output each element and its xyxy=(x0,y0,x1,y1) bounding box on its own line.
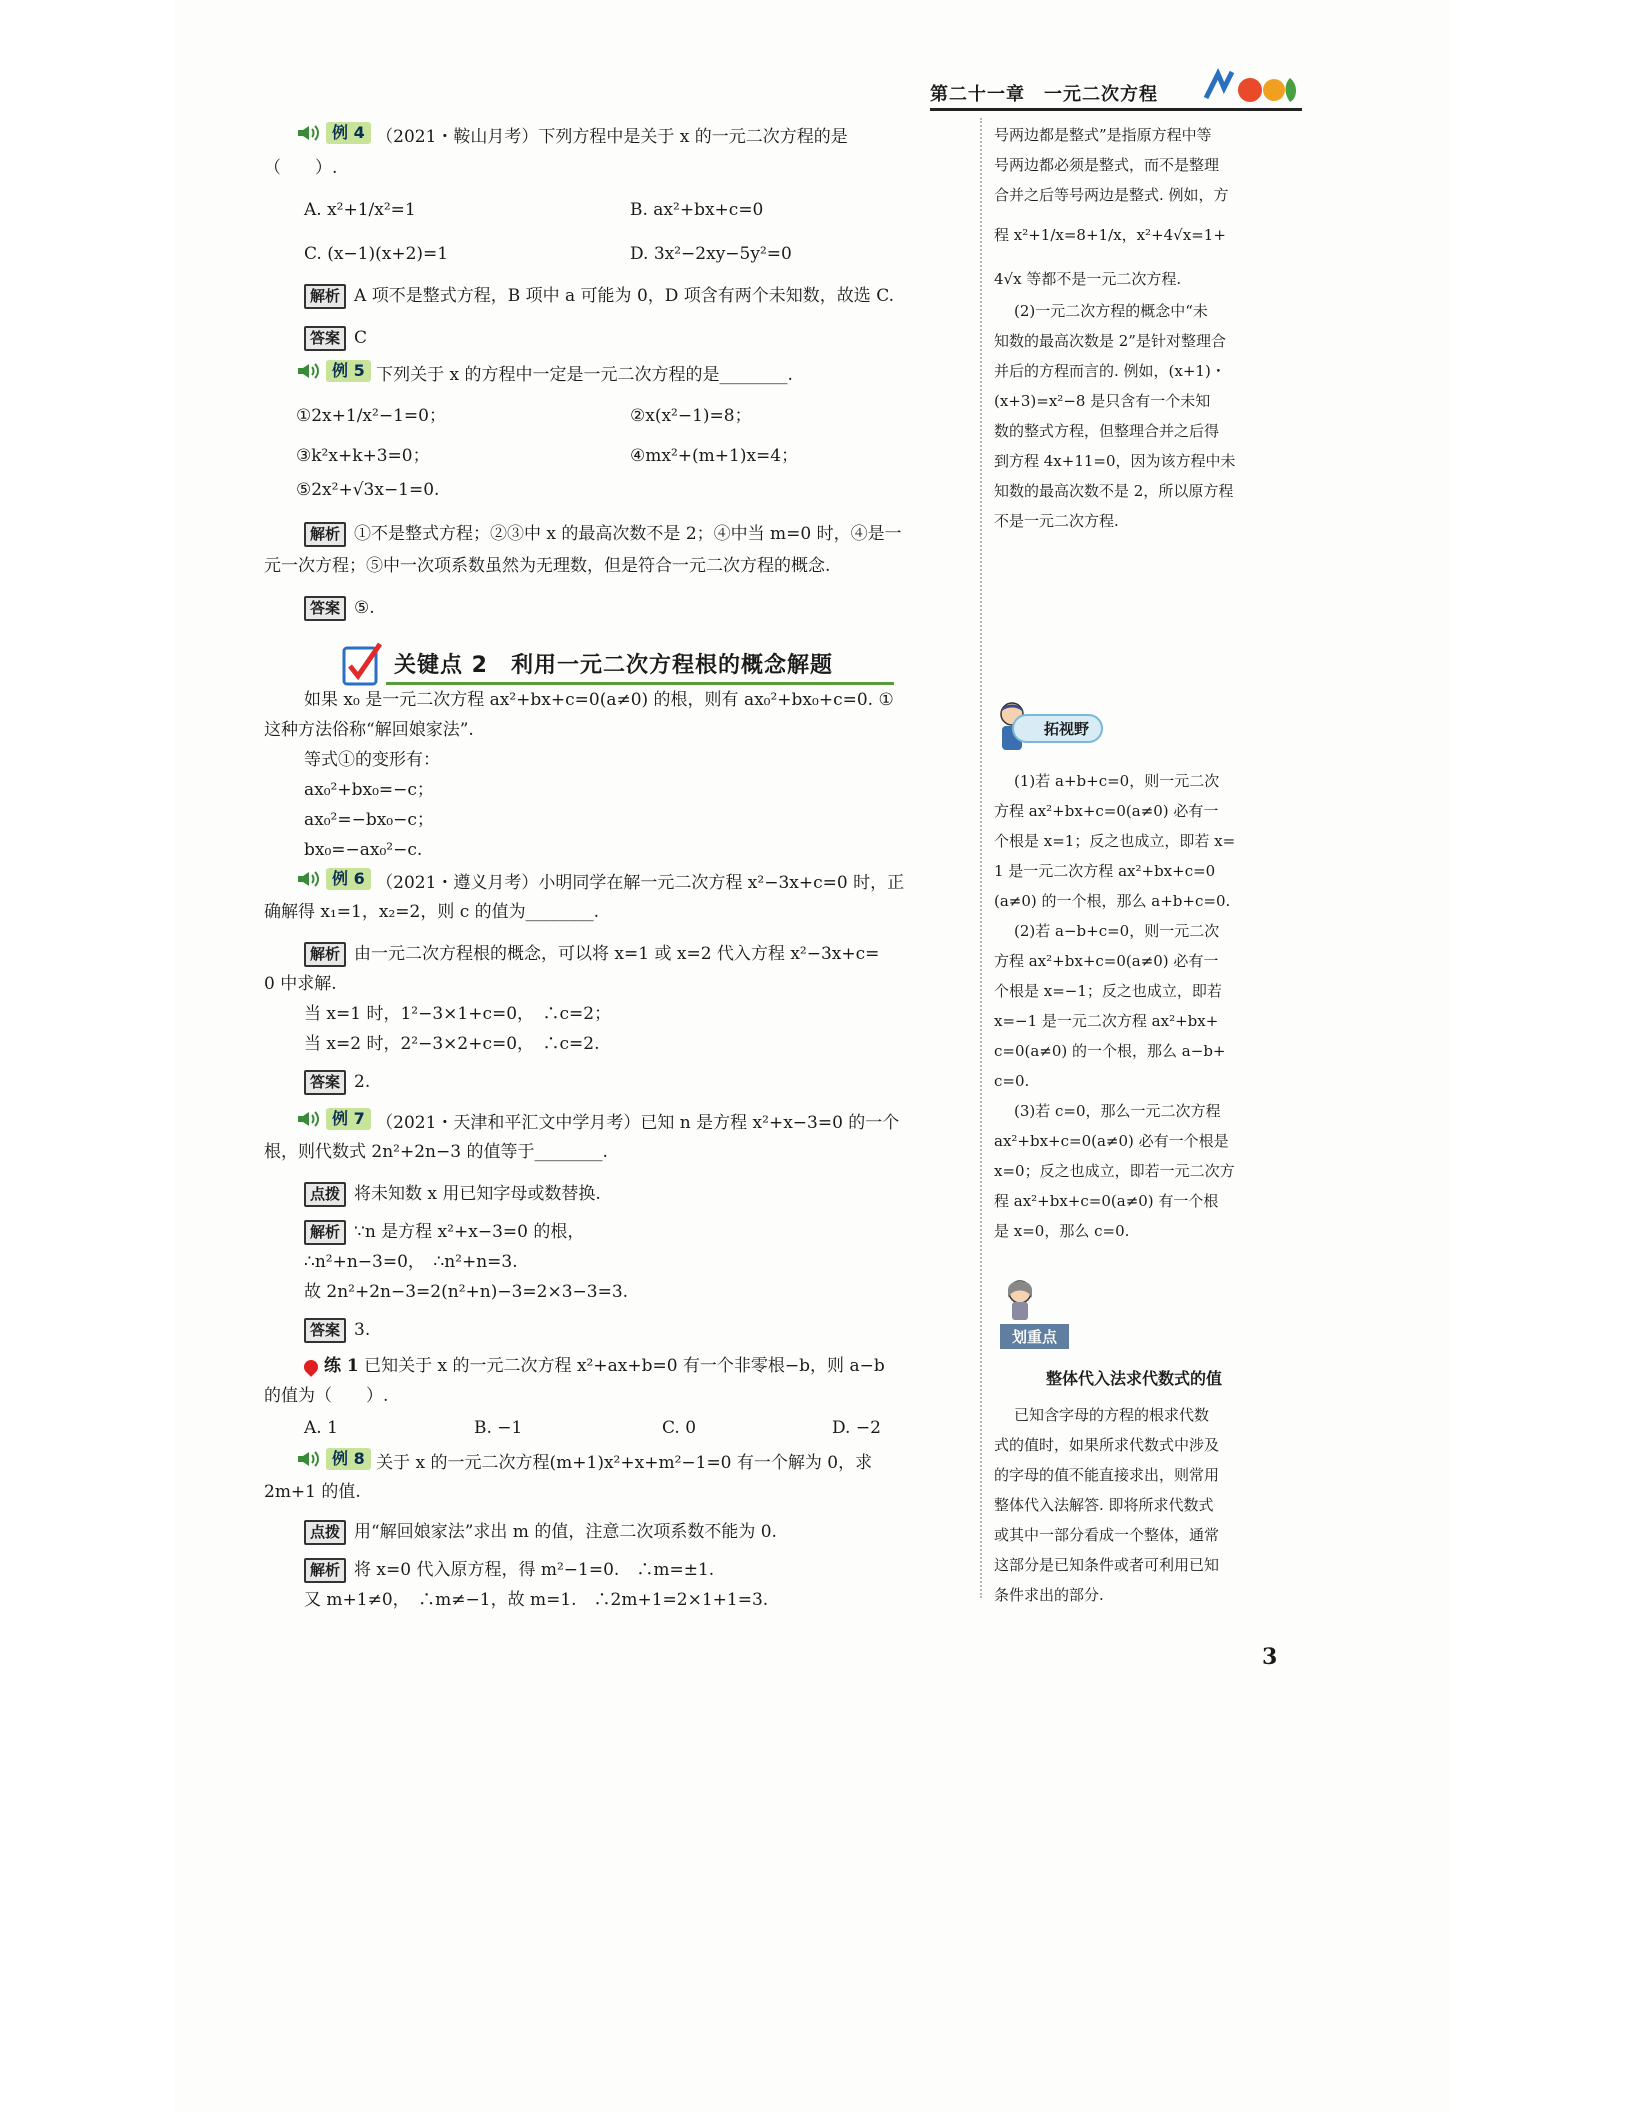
example-7-stem: （2021・天津和平汇文中学月考）已知 n 是方程 x²+x−3=0 的一个 xyxy=(376,1113,900,1133)
variant-1: ax₀²+bx₀=−c； xyxy=(304,780,434,800)
example-4-stem: （2021・鞍山月考）下列方程中是关于 x 的一元二次方程的是 xyxy=(376,127,848,147)
key-point-title: 关键点 2 利用一元二次方程根的概念解题 xyxy=(394,653,833,678)
eq-5: ⑤2x²+√3x−1=0. xyxy=(296,480,440,500)
answer-row xyxy=(304,1316,370,1345)
side-line: (a≠0) 的一个根，那么 a+b+c=0. xyxy=(994,892,1231,910)
side-line: 或其中一部分看成一个整体，通常 xyxy=(994,1526,1220,1544)
side-line: 号两边都必须是整式，而不是整理 xyxy=(994,156,1220,174)
answer-row xyxy=(304,324,367,353)
checkmark-icon xyxy=(340,640,386,688)
side-subtitle: 整体代入法求代数式的值 xyxy=(1046,1369,1223,1388)
side-line: 方程 ax²+bx+c=0(a≠0) 必有一 xyxy=(994,802,1219,820)
chapter-title: 第二十一章 一元二次方程 xyxy=(930,84,1158,105)
side-line: 知数的最高次数是 2”是针对整理合 xyxy=(994,332,1226,350)
side-line: 整体代入法解答. 即将所求代数式 xyxy=(994,1496,1214,1514)
side-line: 是 x=0，那么 c=0. xyxy=(994,1222,1130,1240)
page-header xyxy=(930,74,1302,108)
variant-intro: 等式①的变形有： xyxy=(304,750,440,770)
side-line: c=0. xyxy=(994,1072,1030,1090)
answer-text: ⑤. xyxy=(354,598,375,618)
answer-badge: 答案 xyxy=(304,1070,346,1095)
option-c: C. (x−1)(x+2)=1 xyxy=(304,244,449,264)
side-line: 的字母的值不能直接求出，则常用 xyxy=(994,1466,1220,1484)
side-line: 知数的最高次数不是 2，所以原方程 xyxy=(994,482,1234,500)
section-tag-expand: 拓视野 xyxy=(1012,714,1103,743)
side-line: 方程 ax²+bx+c=0(a≠0) 必有一 xyxy=(994,952,1219,970)
option-d: D. 3x²−2xy−5y²=0 xyxy=(630,244,792,264)
eq-2: ②x(x²−1)=8； xyxy=(630,406,752,426)
side-line: 1 是一元二次方程 ax²+bx+c=0 xyxy=(994,862,1216,880)
option-b: B. ax²+bx+c=0 xyxy=(630,200,764,220)
example-6-stem-cont: 确解得 x₁=1，x₂=2，则 c 的值为________. xyxy=(264,902,600,922)
practice-1-header xyxy=(304,1352,885,1381)
hint-badge: 点拨 xyxy=(304,1182,346,1207)
variant-2: ax₀²=−bx₀−c； xyxy=(304,810,434,830)
side-line: 并后的方程而言的. 例如，(x+1)・ xyxy=(994,362,1226,380)
side-line: 数的整式方程，但整理合并之后得 xyxy=(994,422,1220,440)
practice-option-c: C. 0 xyxy=(662,1418,697,1438)
speaker-icon xyxy=(296,1110,322,1128)
analysis-text-cont: 0 中求解. xyxy=(264,974,337,994)
answer-badge: 答案 xyxy=(304,596,346,621)
analysis-badge: 解析 xyxy=(304,942,346,967)
analysis-badge: 解析 xyxy=(304,1220,346,1245)
answer-badge: 答案 xyxy=(304,326,346,351)
side-line: (1)若 a+b+c=0，则一元二次 xyxy=(1014,772,1220,790)
concept-intro-cont: 这种方法俗称“解回娘家法”. xyxy=(264,720,474,740)
answer-text: 3. xyxy=(354,1320,371,1340)
side-line: c=0(a≠0) 的一个根，那么 a−b+ xyxy=(994,1042,1226,1060)
answer-row xyxy=(304,1068,370,1097)
example-tag: 例 4 xyxy=(326,122,371,144)
key-point-banner xyxy=(336,640,894,688)
step-1: ∴n²+n−3=0， ∴n²+n=3. xyxy=(304,1252,518,1272)
practice-option-a: A. 1 xyxy=(304,1418,338,1438)
example-4-header xyxy=(296,122,848,152)
speaker-icon xyxy=(296,362,322,380)
side-line: ax²+bx+c=0(a≠0) 必有一个根是 xyxy=(994,1132,1229,1150)
example-tag: 例 7 xyxy=(326,1108,371,1130)
practice-1-stem-cont: 的值为（ ）. xyxy=(264,1386,389,1406)
analysis-row xyxy=(304,1218,584,1247)
page-number: 3 xyxy=(1262,1644,1278,1670)
speaker-icon xyxy=(296,124,322,142)
analysis-text: ∵n 是方程 x²+x−3=0 的根， xyxy=(354,1222,585,1242)
eq-3: ③k²x+k+3=0； xyxy=(296,446,430,466)
side-line: x=−1 是一元二次方程 ax²+bx+ xyxy=(994,1012,1219,1030)
case-x1: 当 x=1 时，1²−3×1+c=0， ∴c=2； xyxy=(304,1004,612,1024)
analysis-text: ①不是整式方程；②③中 x 的最高次数不是 2；④中当 m=0 时，④是一 xyxy=(354,524,902,544)
analysis-row xyxy=(304,282,894,311)
example-tag: 例 6 xyxy=(326,868,371,890)
side-line: 已知含字母的方程的根求代数 xyxy=(1014,1406,1210,1424)
example-8-stem: 关于 x 的一元二次方程(m+1)x²+x+m²−1=0 有一个解为 0，求 xyxy=(376,1453,873,1473)
side-line: 到方程 4x+11=0，因为该方程中未 xyxy=(994,452,1236,470)
hint-row xyxy=(304,1518,777,1547)
analysis-badge: 解析 xyxy=(304,522,346,547)
answer-row xyxy=(304,594,375,623)
hint-text: 将未知数 x 用已知字母或数替换. xyxy=(354,1184,601,1204)
side-line: x=0；反之也成立，即若一元二次方 xyxy=(994,1162,1235,1180)
teacher-avatar-icon xyxy=(1002,1278,1038,1322)
analysis-text: A 项不是整式方程，B 项中 a 可能为 0，D 项含有两个未知数，故选 C. xyxy=(354,286,894,306)
example-6-stem: （2021・遵义月考）小明同学在解一元二次方程 x²−3x+c=0 时，正 xyxy=(376,873,905,893)
side-line: (x+3)=x²−8 是只含有一个未知 xyxy=(994,392,1211,410)
step-2: 故 2n²+2n−3=2(n²+n)−3=2×3−3=3. xyxy=(304,1282,629,1302)
answer-text: 2. xyxy=(354,1072,371,1092)
header-rule xyxy=(930,108,1302,111)
hint-badge: 点拨 xyxy=(304,1520,346,1545)
analysis-row xyxy=(304,520,902,549)
example-tag: 例 8 xyxy=(326,1448,371,1470)
practice-1-stem: 已知关于 x 的一元二次方程 x²+ax+b=0 有一个非零根−b，则 a−b xyxy=(364,1356,885,1376)
hint-text: 用“解回娘家法”求出 m 的值，注意二次项系数不能为 0. xyxy=(354,1522,777,1542)
side-line: 这部分是已知条件或者可利用已知 xyxy=(994,1556,1220,1574)
speaker-icon xyxy=(296,1450,322,1468)
analysis-text: 将 x=0 代入原方程，得 m²−1=0. ∴m=±1. xyxy=(354,1560,715,1580)
concept-intro: 如果 x₀ 是一元二次方程 ax²+bx+c=0(a≠0) 的根，则有 ax₀²+bx₀+c=0. ① xyxy=(304,690,894,710)
example-8-header xyxy=(296,1448,872,1478)
example-8-stem-cont: 2m+1 的值. xyxy=(264,1482,361,1502)
example-tag: 例 5 xyxy=(326,360,371,382)
example-5-header xyxy=(296,360,793,390)
eq-1: ①2x+1/x²−1=0； xyxy=(296,406,446,426)
example-7-header xyxy=(296,1108,899,1138)
section-tag-keypoint: 划重点 xyxy=(1000,1324,1069,1349)
variant-3: bx₀=−ax₀²−c. xyxy=(304,840,423,860)
option-a: A. x²+1/x²=1 xyxy=(304,200,416,220)
side-line: 号两边都是整式”是指原方程中等 xyxy=(994,126,1212,144)
eq-4: ④mx²+(m+1)x=4； xyxy=(630,446,799,466)
example-5-stem: 下列关于 x 的方程中一定是一元二次方程的是________. xyxy=(376,365,793,385)
example-6-header xyxy=(296,868,904,898)
side-line: 不是一元二次方程. xyxy=(994,512,1119,530)
practice-option-b: B. −1 xyxy=(474,1418,523,1438)
analysis-badge: 解析 xyxy=(304,1558,346,1583)
analysis-text-cont: 元一次方程；⑤中一次项系数虽然为无理数，但是符合一元二次方程的概念. xyxy=(264,556,831,576)
speaker-icon xyxy=(296,870,322,888)
practice-tag: 练 1 xyxy=(324,1356,359,1376)
column-divider xyxy=(980,118,982,1598)
logo-icon xyxy=(1198,68,1302,108)
hint-row xyxy=(304,1180,601,1209)
side-line: 个根是 x=1；反之也成立，即若 x= xyxy=(994,832,1236,850)
practice-option-d: D. −2 xyxy=(832,1418,881,1438)
analysis-badge: 解析 xyxy=(304,284,346,309)
example-7-stem-cont: 根，则代数式 2n²+2n−3 的值等于________. xyxy=(264,1142,608,1162)
step-conclusion: 又 m+1≠0， ∴m≠−1，故 m=1. ∴2m+1=2×1+1=3. xyxy=(304,1590,769,1610)
side-line: 程 x²+1/x=8+1/x，x²+4√x=1+ xyxy=(994,226,1226,244)
side-line: 式的值时，如果所求代数式中涉及 xyxy=(994,1436,1220,1454)
side-line: 合并之后等号两边是整式. 例如，方 xyxy=(994,186,1229,204)
side-line: 程 ax²+bx+c=0(a≠0) 有一个根 xyxy=(994,1192,1219,1210)
analysis-text: 由一元二次方程根的概念，可以将 x=1 或 x=2 代入方程 x²−3x+c= xyxy=(354,944,880,964)
side-line: (3)若 c=0，那么一元二次方程 xyxy=(1014,1102,1221,1120)
key-point-underline xyxy=(386,682,894,685)
case-x2: 当 x=2 时，2²−3×2+c=0， ∴c=2. xyxy=(304,1034,600,1054)
answer-text: C xyxy=(354,328,368,348)
side-line: 4√x 等都不是一元二次方程. xyxy=(994,270,1182,288)
answer-badge: 答案 xyxy=(304,1318,346,1343)
side-line: (2)若 a−b+c=0，则一元二次 xyxy=(1014,922,1220,940)
example-4-paren: （ ）. xyxy=(264,158,338,178)
analysis-row xyxy=(304,940,879,969)
side-line: 条件求出的部分. xyxy=(994,1586,1104,1604)
analysis-row xyxy=(304,1556,714,1585)
pin-icon xyxy=(301,1357,321,1377)
side-line: (2)一元二次方程的概念中“未 xyxy=(1014,302,1208,320)
side-line: 个根是 x=−1；反之也成立，即若 xyxy=(994,982,1222,1000)
